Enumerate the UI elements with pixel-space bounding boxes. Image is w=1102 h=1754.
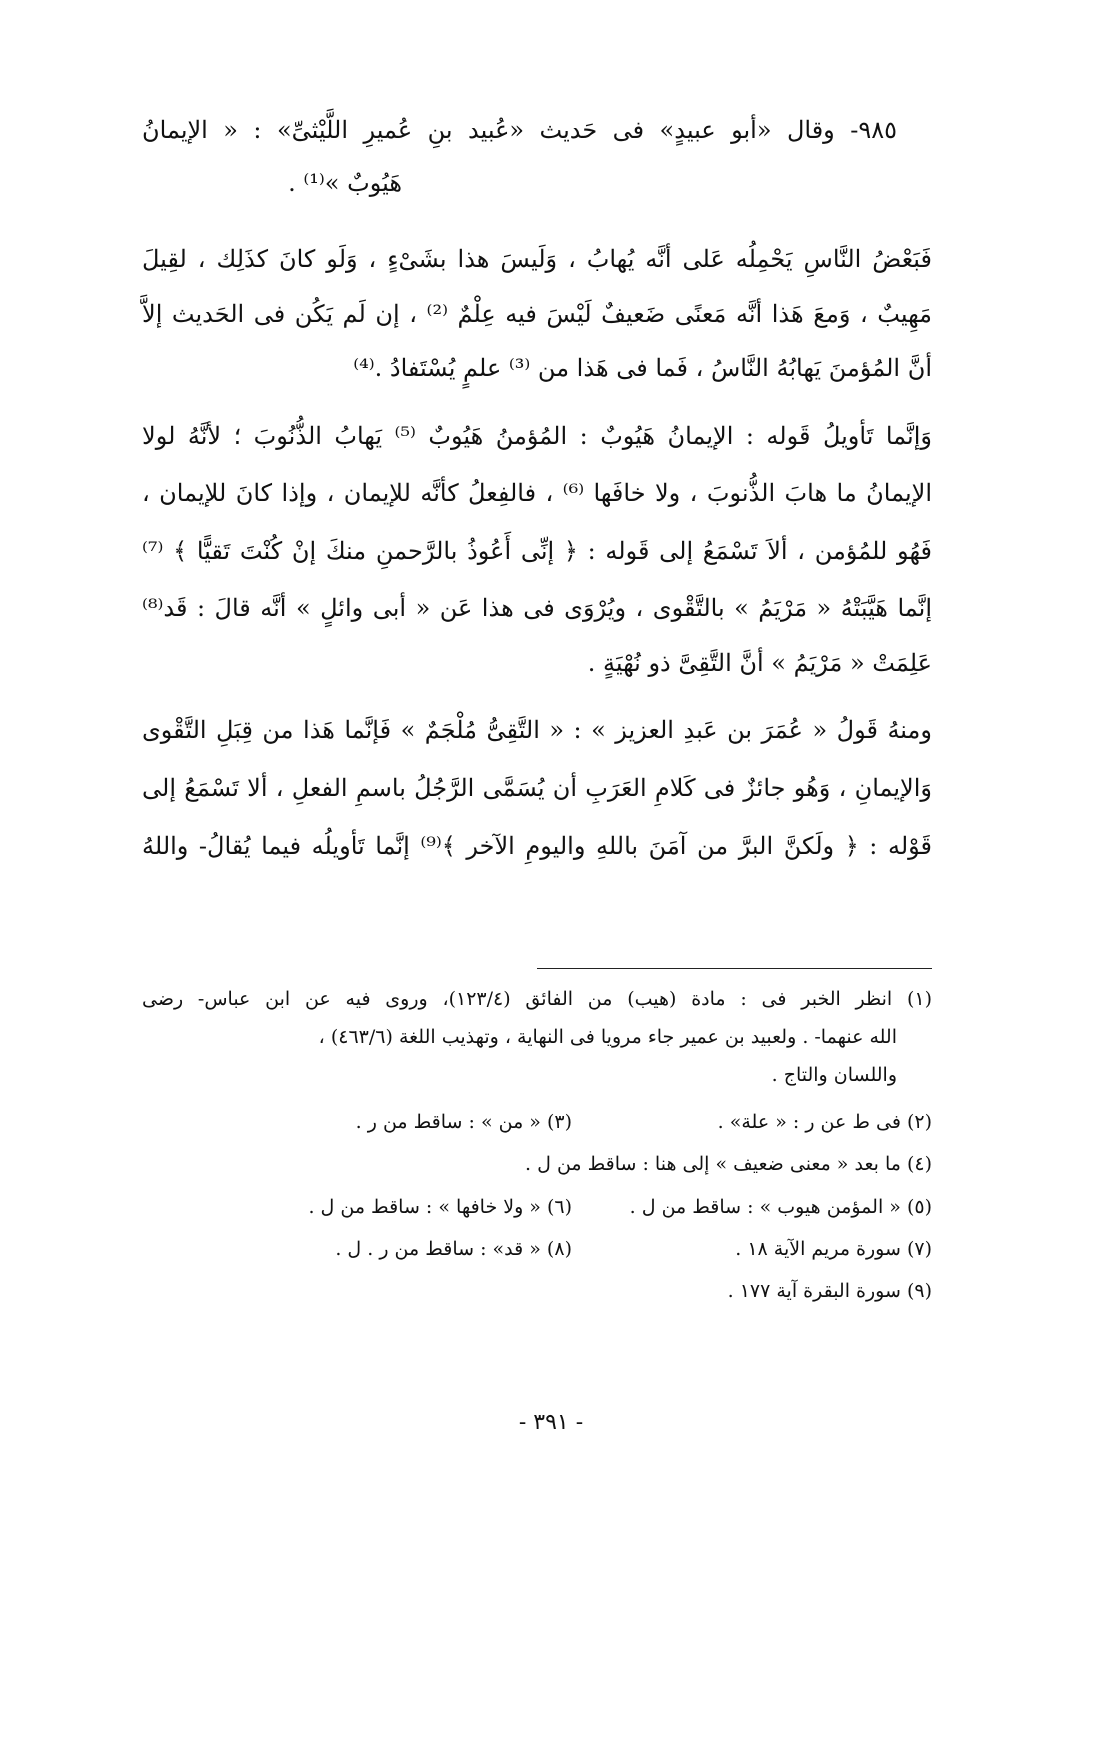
footnote-9: (٩) سورة البقرة آية ١٧٧ . [727, 1280, 932, 1302]
footnote-1-line-1: (١) انظر الخبر فى : مادة (هيب) من الفائق (١٢٣/٤)، وروى فيه عن ابن عباس- رضى [142, 988, 932, 1010]
footnote-1-line-2: الله عنهما- . ولعبيد بن عمير جاء مرويا فى النهاية ، وتهذيب اللغة (٤٦٣/٦) ، [318, 1026, 897, 1048]
footnote-3: (٣) « من » : ساقط من ر . [355, 1111, 572, 1133]
body-line-2: هَيُوبٌ »⁽¹⁾ . [288, 169, 402, 197]
footnote-5: (٥) « المؤمن هيوب » : ساقط من ل . [629, 1196, 932, 1218]
body-line-3: فَبَعْضُ النَّاسِ يَحْمِلُه عَلى أنَّه يُهابُ ، وَلَيسَ هذا بشَىْءٍ ، وَلَو كانَ كذَلِك ، لقِيلَ [142, 245, 932, 273]
body-line-9: إنَّما هَيَّبَتْهُ « مَرْيَمُ » بالتَّقْوى ، ويُرْوَى فى هذا عَن « أبى وائلٍ » أنَّه قالَ : قَد⁽⁸⁾ [142, 594, 932, 622]
body-line-6: وَإنَّما تَأويلُ قَوله : الإيمانُ هَيُوبٌ : المُؤمنُ هَيُوبٌ ⁽⁵⁾ يَهابُ الذُّنُوبَ ؛ لأنَّهُ لولا [142, 422, 932, 450]
footnote-7: (٧) سورة مريم الآية ١٨ . [735, 1238, 932, 1260]
body-line-11: ومنهُ قَولُ « عُمَرَ بن عَبدِ العزيز » : « التَّقِىُّ مُلْجَمٌ » فَإنَّما هَذا من قِبَلِ التَّقْوى [142, 716, 932, 744]
footnote-8: (٨) « قد» : ساقط من ر . ل . [335, 1238, 572, 1260]
body-line-5: أنَّ المُؤمنَ يَهابُهُ النَّاسُ ، فَما فى هَذا من ⁽³⁾ علمٍ يُسْتَفادُ .⁽⁴⁾ [353, 354, 932, 382]
footnote-6: (٦) « ولا خافها » : ساقط من ل . [308, 1196, 572, 1218]
body-line-12: وَالإيمانِ ، وَهُو جائزٌ فى كَلامِ العَرَبِ أن يُسَمَّى الرَّجُلُ باسمِ الفعلِ ، ألا تَسْمَعُ إلى [142, 774, 932, 802]
body-line-1: ٩٨٥- وقال «أبو عبيدٍ» فى حَديث «عُبيد بنِ عُميرِ اللَّيْثىِّ» : « الإيمانُ [142, 116, 897, 144]
footnote-4: (٤) ما بعد « معنى ضعيف » إلى هنا : ساقط من ل . [525, 1153, 932, 1175]
page-number: - ٣٩١ - [518, 1410, 584, 1435]
body-line-13: قَوْله : ﴿ ولَكنَّ البرَّ من آمَنَ باللهِ واليومِ الآخر ﴾⁽⁹⁾ إنَّما تَأويلُه فيما يُقالُ- واللهُ [142, 832, 932, 860]
footnote-separator [537, 968, 932, 969]
body-line-4: مَهِيبٌ ، وَمعَ هَذا أنَّه مَعنًى ضَعيفٌ لَيْسَ فيه عِلْمٌ ⁽²⁾ ، إن لَم يَكُن فى الحَديث إلاَّ [142, 300, 932, 328]
body-line-10: عَلِمَتْ « مَرْيَمُ » أنَّ التَّقِىَّ ذو نُهْيَةٍ . [587, 649, 932, 677]
footnote-1-line-3: واللسان والتاج . [771, 1064, 897, 1086]
body-line-7: الإيمانُ ما هابَ الذُّنوبَ ، ولا خافَها ⁽⁶⁾ ، فالفِعلُ كأنَّه للإيمان ، وإذا كانَ للإيمان ، [142, 479, 933, 507]
body-line-8: فَهُو للمُؤمن ، ألاَ تَسْمَعُ إلى قَوله : ﴿ إنِّى أَعُوذُ بالرَّحمنِ منكَ إنْ كُنْتَ تَقيًّا ﴾ ⁽⁷⁾ [142, 537, 932, 565]
footnote-2: (٢) فى ط عن ر : « علة» . [717, 1111, 932, 1133]
